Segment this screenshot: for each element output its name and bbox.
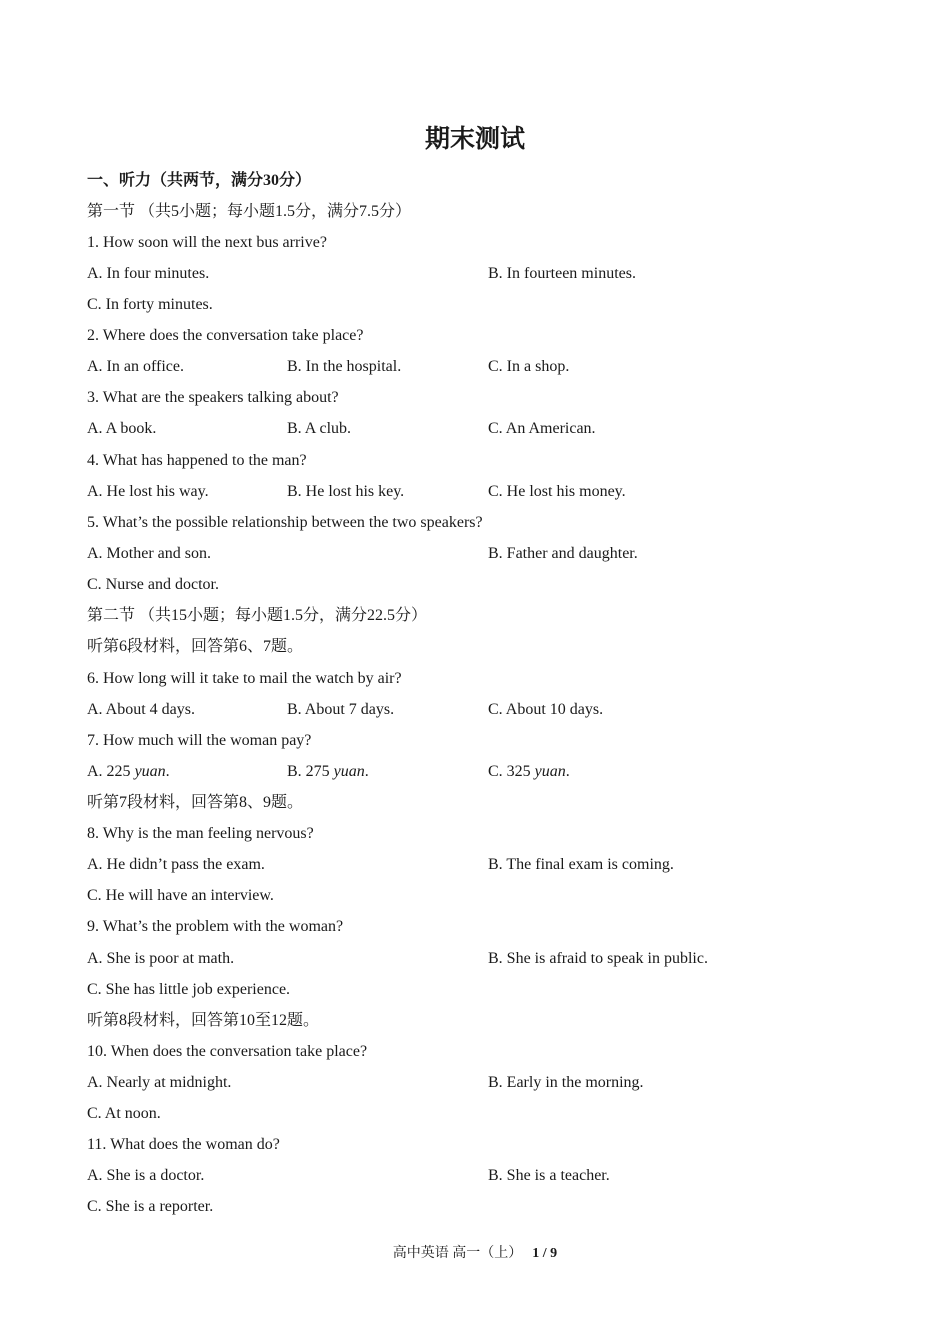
q8-option-b: B. The final exam is coming. (488, 856, 674, 873)
q4-option-b: B. He lost his key. (287, 483, 405, 500)
q5-option-c: C. Nurse and doctor. (87, 576, 219, 593)
q6-option-c: C. About 10 days. (488, 701, 604, 718)
q4-option-c: C. He lost his money. (488, 483, 626, 500)
q8-option-a: A. He didn’t pass the exam. (87, 856, 265, 873)
question-8: 8. Why is the man feeling nervous? (87, 825, 314, 842)
question-2: 2. Where does the conversation take place? (87, 327, 364, 344)
q11-option-c: C. She is a reporter. (87, 1198, 214, 1215)
instruction-8-9: 听第7段材料，回答第8、9题。 (87, 794, 304, 811)
question-11: 11. What does the woman do? (87, 1136, 280, 1153)
q6-option-b: B. About 7 days. (287, 701, 395, 718)
q3-option-c: C. An American. (488, 420, 596, 437)
question-1: 1. How soon will the next bus arrive? (87, 234, 327, 251)
q9-option-b: B. She is afraid to speak in public. (488, 950, 708, 967)
q2-option-b: B. In the hospital. (287, 358, 402, 375)
q11-option-a: A. She is a doctor. (87, 1167, 205, 1184)
q7-option-a: A. 225 yuan. (87, 763, 170, 780)
q5-option-a: A. Mother and son. (87, 545, 211, 562)
q3-option-a: A. A book. (87, 420, 157, 437)
q4-option-a: A. He lost his way. (87, 483, 209, 500)
instruction-10-12: 听第8段材料，回答第10至12题。 (87, 1012, 320, 1029)
q1-option-c: C. In forty minutes. (87, 296, 213, 313)
section-heading: 一、听力（共两节，满分30分） (87, 172, 312, 189)
q2-option-a: A. In an office. (87, 358, 184, 375)
q7-option-c: C. 325 yuan. (488, 763, 570, 780)
question-5: 5. What’s the possible relationship between the two speakers? (87, 514, 483, 531)
question-10: 10. When does the conversation take place? (87, 1043, 368, 1060)
part2-header: 第二节 （共15小题；每小题1.5分，满分22.5分） (87, 607, 428, 624)
q9-option-c: C. She has little job experience. (87, 981, 291, 998)
page-title: 期末测试 (424, 126, 525, 153)
q8-option-c: C. He will have an interview. (87, 887, 274, 904)
question-3: 3. What are the speakers talking about? (87, 389, 339, 406)
question-7: 7. How much will the woman pay? (87, 732, 312, 749)
instruction-6-7: 听第6段材料，回答第6、7题。 (87, 638, 304, 655)
q5-option-b: B. Father and daughter. (488, 545, 638, 562)
q2-option-c: C. In a shop. (488, 358, 570, 375)
q10-option-b: B. Early in the morning. (488, 1074, 644, 1091)
q7-option-b: B. 275 yuan. (287, 763, 369, 780)
q1-option-a: A. In four minutes. (87, 265, 210, 282)
q10-option-a: A. Nearly at midnight. (87, 1074, 232, 1091)
part1-header: 第一节 （共5小题；每小题1.5分，满分7.5分） (87, 203, 412, 220)
question-4: 4. What has happened to the man? (87, 452, 307, 469)
q9-option-a: A. She is poor at math. (87, 950, 235, 967)
q11-option-b: B. She is a teacher. (488, 1167, 610, 1184)
footer-label: 高中英语 高一（上） (392, 1246, 523, 1261)
question-6: 6. How long will it take to mail the watch by air? (87, 670, 402, 687)
q6-option-a: A. About 4 days. (87, 701, 195, 718)
q1-option-b: B. In fourteen minutes. (488, 265, 636, 282)
page-number: 1 / 9 (532, 1246, 558, 1261)
q3-option-b: B. A club. (287, 420, 352, 437)
question-9: 9. What’s the problem with the woman? (87, 918, 344, 935)
page-footer (0, 1244, 950, 1264)
q10-option-c: C. At noon. (87, 1105, 161, 1122)
